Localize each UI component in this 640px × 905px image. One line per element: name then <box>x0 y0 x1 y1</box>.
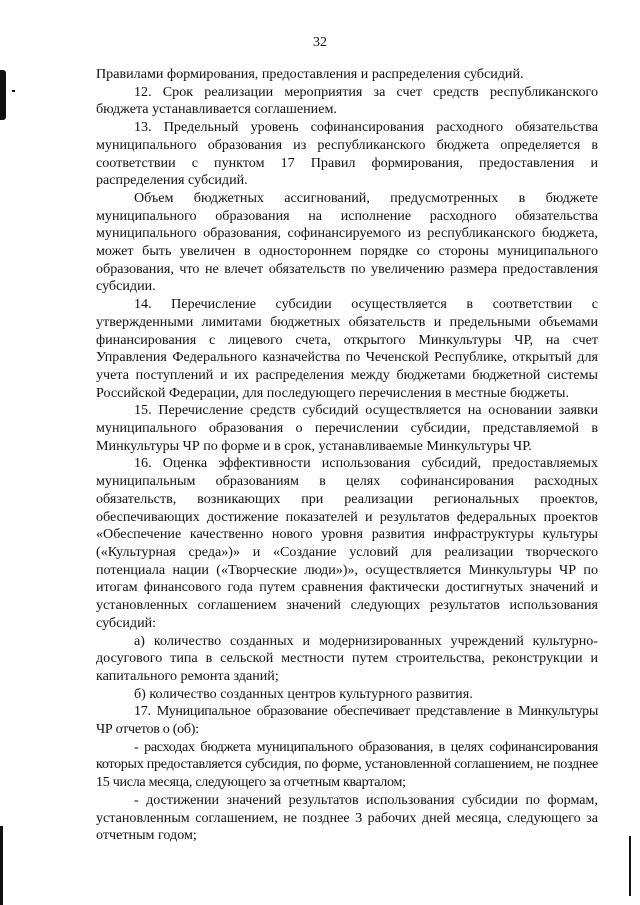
paragraph-17: 17. Муниципальное образование обеспечивает представление в Минкультуры ЧР отчетов о (об): <box>96 703 598 738</box>
scan-mark-right-bottom <box>629 836 631 896</box>
report-item-expenses: - расходах бюджета муниципального образования, в целях софинансирования которых предоставляется субсидия, по форме, установленной соглашением, не позднее 15 числа месяца, следующего за отчетным кварталом; <box>96 738 598 791</box>
paragraph-continuation: Правилами формирования, предоставления и распределения субсидий. <box>96 66 524 82</box>
paragraph-12: 12. Срок реализации мероприятия за счет средств республиканского бюджета устанавливается соглашением. <box>96 83 598 118</box>
paragraph-budget-volume: Объем бюджетных ассигнований, предусмотренных в бюджете муниципального образования на исполнение расходного обязательства муниципального образования, софинансируемого из республиканского бюджета, может быть увеличен в одностороннем порядке со стороны муниципального образования, что не влечет обязательств по увеличению размера предоставления субсидии. <box>96 189 598 295</box>
page-number: 32 <box>313 35 327 50</box>
list-item-a: а) количество созданных и модернизированных учреждений культурно-досугового типа в сельской местности путем строительства, реконструкции и капитального ремонта зданий; <box>96 632 598 684</box>
scan-mark-left-dot <box>12 90 15 92</box>
paragraph-13: 13. Предельный уровень софинансирования расходного обязательства муниципального образования из республиканского бюджета определяется в соответствии с пунктом 17 Правил формирования, предоставления и распределения субсидий. <box>96 119 598 189</box>
paragraph-16: 16. Оценка эффективности использования субсидий, предоставляемых муниципальным образованиям в целях софинансирования расходных обязательств, возникающих при реализации региональных проектов, обеспечивающих достижение показателей и результатов федеральных проектов «Обеспечение качественно нового уровня развития инфраструктуры культуры («Культурная среда»)» и «Создание условий для реализации творческого потенциала нации («Творческие люди»)», осуществляется Минкультуры ЧР по итогам финансового года путем сравнения фактически достигнутых значений и установленных соглашением значений следующих результатов использования субсидий: <box>96 455 598 631</box>
paragraph-14: 14. Перечисление субсидии осуществляется в соответствии с утвержденными лимитами бюджетных обязательств и предельными объемами финансирования с лицевого счета, открытого Минкультуры ЧР, на счет Управления Федерального казначейства по Чеченской Республике, открытый для учета поступлений и их распределения между бюджетами бюджетной системы Российской Федерации, для последующего перечисления в местные бюджеты. <box>96 296 598 401</box>
list-item-b: б) количество созданных центров культурного развития. <box>134 685 473 702</box>
paragraph-15: 15. Перечисление средств субсидий осуществляется на основании заявки муниципального образования о перечислении субсидии, представляемой в Минкультуры ЧР по форме и в срок, устанавливаемые Минкультуры ЧР. <box>96 402 598 454</box>
report-item-results: - достижении значений результатов использования субсидии по формам, установленным соглашением, не позднее 3 рабочих дней месяца, следующего за отчетным годом; <box>96 791 598 844</box>
scan-mark-left-top <box>0 70 6 120</box>
document-body <box>96 66 598 845</box>
scan-mark-left-bottom <box>0 826 3 905</box>
